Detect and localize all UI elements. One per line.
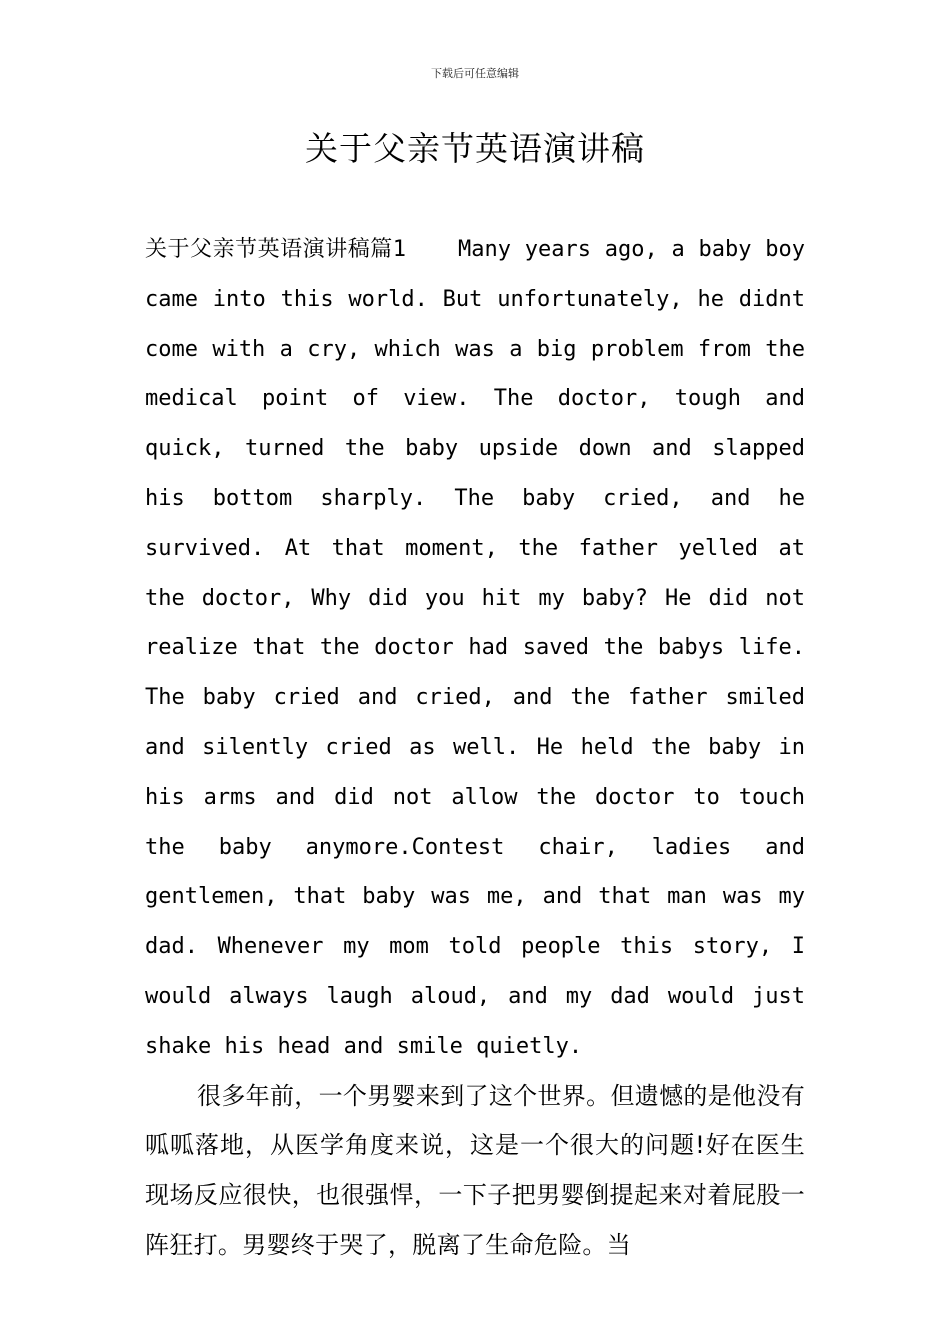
paragraph-english: [145, 225, 805, 1072]
header-note: 下载后可任意编辑: [431, 67, 519, 80]
paragraph-english-text: Many years ago, a baby boy came into this world. But unfortunately, he didnt come with a cry, which was a big problem from the medical point of view. The doctor, tough and quick, turned the baby upside down and slapped his bottom sharply. The baby cried, and he survived. At that moment, the father yelled at the doctor, Why did you hit my baby? He did not realize that the doctor had saved the babys life. The baby cried and cried, and the father smiled and silently cried as well. He held the baby in his arms and did not allow the doctor to touch the baby anymore.Contest chair, ladies and gentlemen, that baby was me, and that man was my dad. Whenever my mom told people this story, I would always laugh aloud, and my dad would just shake his head and smile quietly.: [145, 237, 806, 1059]
document-body: [145, 225, 805, 1271]
section-heading: 关于父亲节英语演讲稿篇1: [145, 237, 407, 262]
document-title: 关于父亲节英语演讲稿: [305, 129, 645, 168]
paragraph-chinese: 很多年前，一个男婴来到了这个世界。但遗憾的是他没有呱呱落地，从医学角度来说，这是一个很大的问题!好在医生现场反应很快，也很强悍，一下子把男婴倒提起来对着屁股一阵狂打。男婴终于哭了，脱离了生命危险。当: [145, 1081, 805, 1259]
